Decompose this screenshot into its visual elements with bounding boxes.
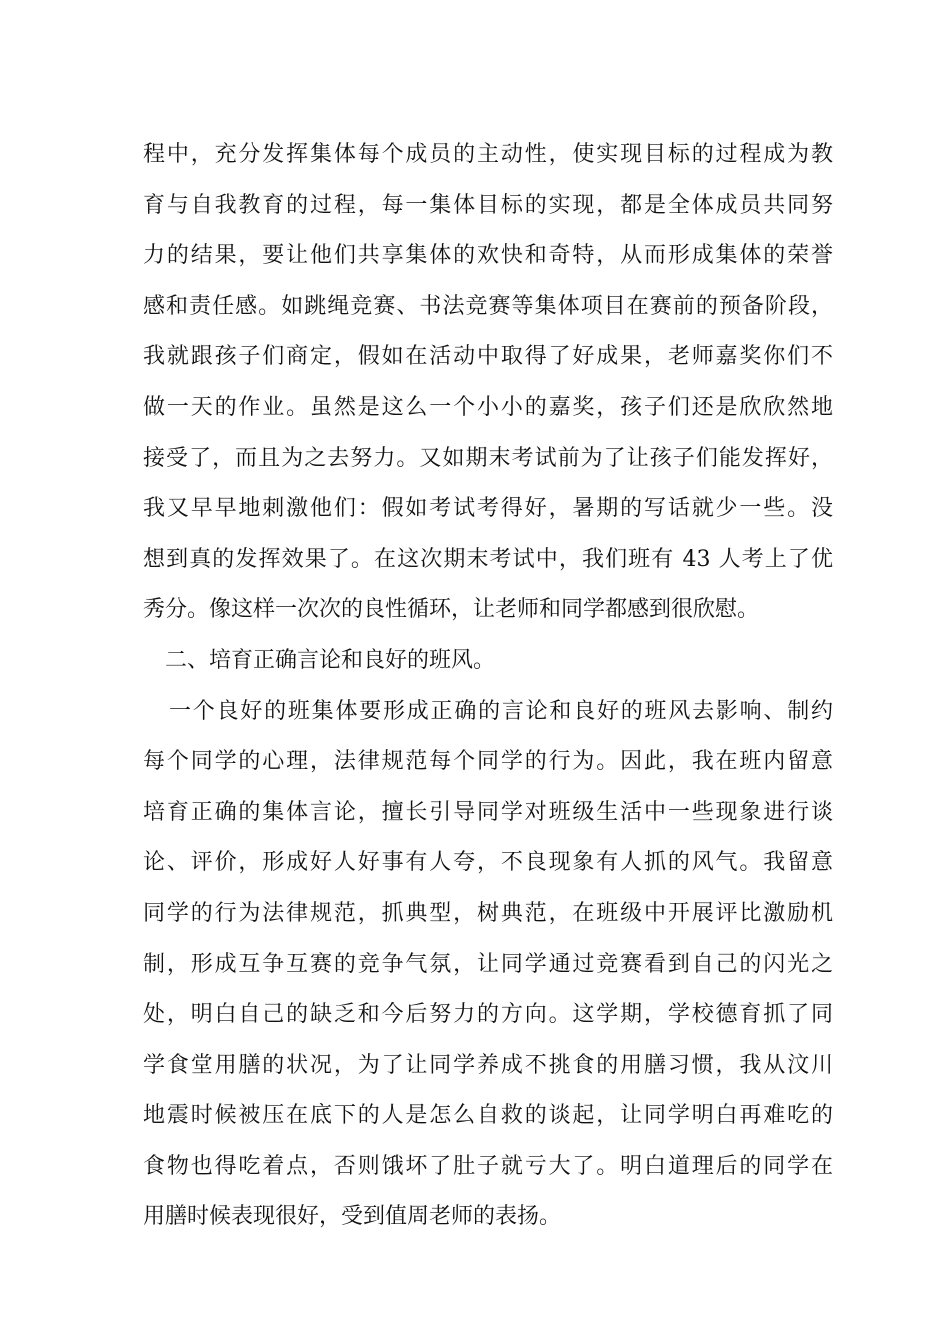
paragraph-2 — [143, 687, 833, 1244]
paragraph-1 — [143, 130, 833, 636]
text-line: 想到真的发挥效果了。在这次期末考试中，我们班有 43 人考上了优 — [143, 546, 833, 572]
text-line: 论、评价，形成好人好事有人夸，不良现象有人抓的风气。我留意 — [143, 850, 833, 876]
text-line: 处，明白自己的缺乏和今后努力的方向。这学期，学校德育抓了同 — [143, 1002, 833, 1028]
text-line: 一个良好的班集体要形成正确的言论和良好的班风去影响、制约 — [169, 698, 833, 724]
text-line: 感和责任感。如跳绳竞赛、书法竞赛等集体项目在赛前的预备阶段， — [143, 293, 833, 319]
text-line: 程中，充分发挥集体每个成员的主动性，使实现目标的过程成为教 — [143, 142, 833, 167]
text-line: 学食堂用膳的状况，为了让同学养成不挑食的用膳习惯，我从汶川 — [143, 1052, 833, 1078]
text-line: 接受了，而且为之去努力。又如期末考试前为了让孩子们能发挥好， — [143, 445, 833, 471]
text-line: 用膳时候表现很好，受到值周老师的表扬。 — [143, 1204, 562, 1230]
text-line: 地震时候被压在底下的人是怎么自救的谈起，让同学明白再难吃的 — [143, 1103, 833, 1129]
text-line: 秀分。像这样一次次的良性循环，让老师和同学都感到很欣慰。 — [143, 597, 760, 623]
text-line: 育与自我教育的过程，每一集体目标的实现，都是全体成员共同努 — [143, 192, 833, 218]
text-line: 同学的行为法律规范，抓典型，树典范，在班级中开展评比激励机 — [143, 900, 833, 926]
section-heading — [143, 636, 833, 687]
text-line: 我又早早地刺激他们：假如考试考得好，暑期的写话就少一些。没 — [143, 496, 833, 522]
text-line: 每个同学的心理，法律规范每个同学的行为。因此，我在班内留意 — [143, 749, 833, 775]
text-line: 培育正确的集体言论，擅长引导同学对班级生活中一些现象进行谈 — [143, 799, 833, 825]
text-line: 做一天的作业。虽然是这么一个小小的嘉奖，孩子们还是欣欣然地 — [143, 394, 833, 420]
document-body — [143, 130, 833, 1243]
text-line: 我就跟孩子们商定，假如在活动中取得了好成果，老师嘉奖你们不 — [143, 344, 833, 370]
text-line: 食物也得吃着点，否则饿坏了肚子就亏大了。明白道理后的同学在 — [143, 1153, 833, 1179]
heading-line: 二、培育正确言论和良好的班风。 — [165, 647, 496, 673]
text-line: 制，形成互争互赛的竞争气氛，让同学通过竞赛看到自己的闪光之 — [143, 951, 833, 977]
text-line: 力的结果，要让他们共享集体的欢快和奇特，从而形成集体的荣誉 — [143, 243, 833, 269]
